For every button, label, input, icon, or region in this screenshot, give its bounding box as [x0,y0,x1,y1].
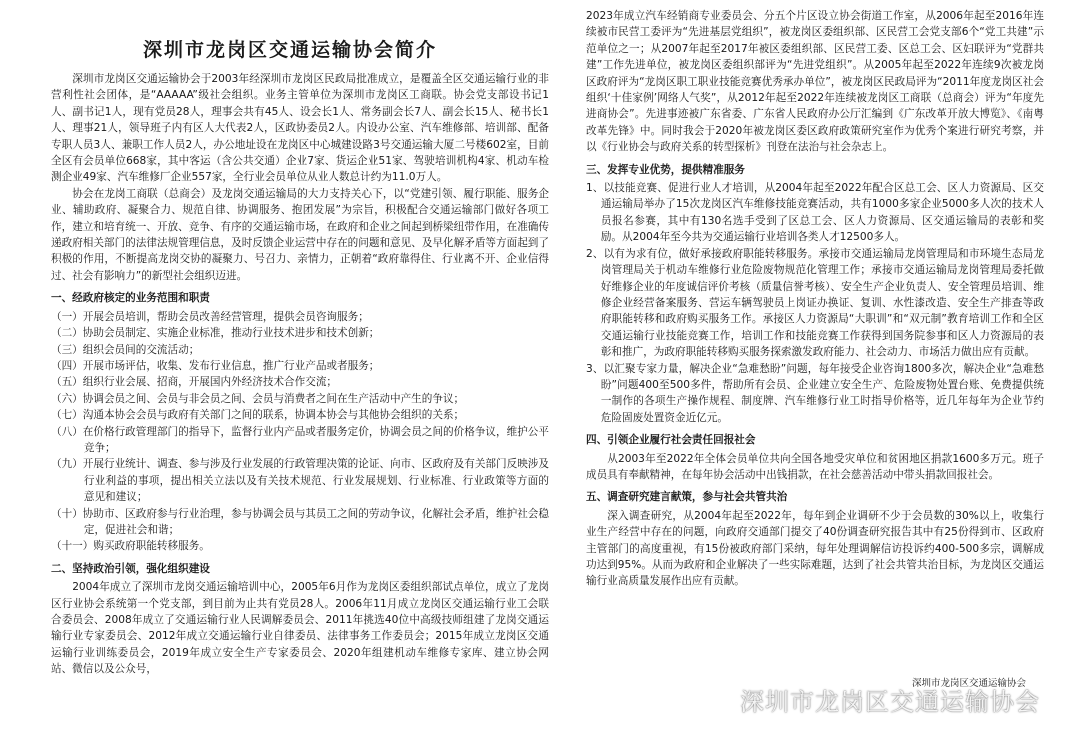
section-1-heading: 一、经政府核定的业务范围和职责 [51,292,210,305]
list-item: （五）组织行业会展、招商，开展国内外经济技术合作交流； [51,376,338,389]
list-item: （八）在价格行政管理部门的指导下，监督行业内产品或者服务定价，协调会员之间的价格争议，维护公平竞争； [51,425,549,454]
section-3-heading: 三、发挥专业优势，提供精准服务 [586,163,745,176]
section-2-text-start: 2004年成立了深圳市龙岗交通运输培训中心，2005年6月作为龙岗区委组织部试点单位，成立了龙岗区行业协会系统第一个党支部，到目前为止共有党员28人。2006年11月成立龙岗区交通运输行业工会联合委员会、2008年成立了交通运输行业人民调解委员会、2011年挑选40位中高级技师组建了龙岗交通运输行业专家委员会、2012年成立交通运输行业自律委员、法律事务工作委员会；2015年成立龙岗区交通运输行业训练委员会，2019年成立安全生产专家委员会、2020年组建机动车维修专家库、建立协会网站、微信以及公众号， [51,581,549,676]
list-item: 2、以有为求有位，做好承接政府职能转移服务。承接市交通运输局龙岗管理局和市环境生态局龙岗管理局关于机动车维修行业危险废物规范化管理工作；承接市交通运输局龙岗管理局委托做好维修企业的年度诚信评价考核（质量信誉考核）、安全生产企业负责人、安全管理员培训、维修企业经营备案服务、营运车辆驾驶员上岗证办换证、复训、水性漆改造、安全生产排查等政府职能转移和政府购买服务工作。承接区人力资源局“大职训”和“双元制”教育培训工作和全区交通运输行业技能竞赛工作，培训工作和技能竞赛工作获得到国务院参事和区人力资源局的表彰和推广，为政府职能转移购买服务探索激发政府能力、社会动力、市场活力做出应有贡献。 [586,247,1044,359]
footer-organization: 深圳市龙岗区交通运输协会 [912,678,1027,689]
section-2-heading: 二、坚持政治引领，强化组织建设 [51,562,210,575]
right-column [586,8,1044,648]
section-4-text: 从2003年至2022年全体会员单位共向全国各地受灾单位和贫困地区捐款1600多万元。班子成员具有奉献精神，在每年协会活动中出钱捐款，在社会慈善活动中带头捐款回报社会。 [586,452,1044,481]
list-item: （一）开展会员培训，帮助会员改善经营管理，提供会员咨询服务； [51,310,369,323]
list-item: （六）协调会员之间、会员与非会员之间、会员与消费者之间在生产活动中产生的争议； [51,392,465,405]
list-item: （四）开展市场评估，收集、发布行业信息，推广行业产品或者服务； [51,359,380,372]
watermark [708,682,1040,717]
wechat-icon [708,689,734,711]
watermark-text: 深圳市龙岗区交通运输协会 [740,688,1040,716]
intro-paragraph-1: 深圳市龙岗区交通运输协会于2003年经深圳市龙岗区民政局批准成立，是覆盖全区交通运输行业的非营利性社会团体，是“AAAAA”级社会组织。业务主管单位为深圳市龙岗区工商联。协会党支部设书记1人、副书记1人，现有党员28人，理事会共有45人、设会长1人、常务副会长7人、副会长15人、秘书长1人、理事21人，领导班子内有区人大代表2人，区政协委员2人。内设办公室、汽车维修部、培训部、配备专职人员3人、兼职工作人员2人，办公地址设在龙岗区中心城建设路3号交通运输大厦二号楼602室，目前全区有会员单位668家，其中客运（含公共交通）企业7家、货运企业51家、驾驶培训机构4家、机动车检测企业49家、汽车维修厂企业557家，全行业会员单位从业人数总计约为11.0万人。 [51,73,549,184]
list-item: 3、以汇聚专家力量，解决企业“急难愁盼”问题，每年接受企业咨询1800多次，解决企业“急难愁盼”问题400至500多件，帮助所有会员、企业建立安全生产、危险废物处置台账、免费提供统一制作的各项生产操作规程、制度牌、汽车维修行业工时指导价格等，近几年每年为企业节约危险固废处置资金近亿元。 [586,362,1044,424]
list-item: （九）开展行业统计、调查、参与涉及行业发展的行政管理决策的论证、向市、区政府及有关部门反映涉及行业利益的事项，提出相关立法以及有关技术规范、行业发展规划、行业标准、行业政策等方面的意见和建议； [51,458,549,504]
left-column [51,71,549,739]
section-3-list [586,180,1044,426]
intro-paragraph-2: 协会在龙岗工商联（总商会）及龙岗交通运输局的大力支持关心下，以“党建引领、履行职能、服务企业、辅助政府、凝聚合力、规范自律、协调服务、抱团发展”为宗旨，积极配合交通运输部门做好各项工作，建立和培育统一、开放、竞争、有序的交通运输市场，在政府和企业之间起到桥梁纽带作用，在准确传递政府相关部门的法律法规管理信息，及时反馈企业运营中存在的问题和意见、及早化解矛盾等方面起到了积极的作用，不断提高龙岗交协的凝聚力、号召力、亲情力，正朝着“政府靠得住、行业离不开、企业信得过、社会有影响力”的新型社会组织迈进。 [51,187,549,282]
list-item: （三）组织会员间的交流活动； [51,343,200,356]
list-item: （十一）购买政府职能转移服务。 [51,540,210,553]
list-item: （七）沟通本协会会员与政府有关部门之间的联系，协调本协会与其他协会组织的关系； [51,409,465,422]
section-5-heading: 五、调查研究建言献策，参与社会共管共治 [586,491,788,504]
list-item: （十）协助市、区政府参与行业治理，参与协调会员与其员工之间的劳动争议，化解社会矛盾，维护社会稳定，促进社会和谐； [51,507,549,536]
section-1-list [51,309,549,555]
section-4-heading: 四、引领企业履行社会责任回报社会 [586,434,756,447]
section-2-text-continued: 2023年成立汽车经销商专业委员会、分五个片区设立协会街道工作室，从2006年起至2016年连续被市民营工委评为“先进基层党组织”，被龙岗区委组织部、区民营工会党支部6个“党工共建”示范单位之一；从2007年起至2017年被区委组织部、区民营工委、区总工会、区妇联评为“党群共建”工作先进单位，被龙岗区委组织部评为“先进党组织”。从2005年起至2022年连续9次被龙岗区政府评为“龙岗区职工职业技能竞赛优秀承办单位”，被龙岗区民政局评为“2011年度龙岗区社会组织‘十佳家例’网络人气奖”，从2012年起至2022年连续被龙岗区工商联（总商会）评为“年度先进商协会”。先进事迹被广东省委、广东省人民政府办公厅汇编到《广东改革开放大博览》、《南粤改革先锋》中。同时我会于2020年被龙岗区委区政府政策研究室作为优秀个案进行研究考察，并以《行业协会与政府关系的转型探析》刊登在法治与社会杂志上。 [586,10,1044,154]
section-5-text: 深入调查研究，从2004年起至2022年，每年到企业调研不少于会员数的30%以上，收集行业生产经营中存在的问题，向政府交通部门提交了40份调查研究报告其中有25份得到市、区政府主管部门的高度重视，有15份被政府部门采纳，每年处理调解信访投诉约400-500多宗，调解成功达到95%。从而为政府和企业解决了一些实际难题，达到了社会共管共治目标，为龙岗区交通运输行业高质量发展作出应有贡献。 [586,509,1044,588]
list-item: 1、以技能竞赛、促进行业人才培训，从2004年起至2022年配合区总工会、区人力资源局、区交通运输局举办了15次龙岗区汽车维修技能竞赛活动，共有1000多家企业5000多人次的技术人员报名参赛，其中有130名选手受到了区总工会、区人力资源局、区交通运输局的表彰和奖励。从2004年至今共为交通运输行业培训各类人才12500多人。 [586,182,1044,244]
list-item: （二）协助会员制定、实施企业标准，推动行业技术进步和技术创新； [51,327,380,340]
document-title: 深圳市龙岗区交通运输协会简介 [142,39,437,61]
